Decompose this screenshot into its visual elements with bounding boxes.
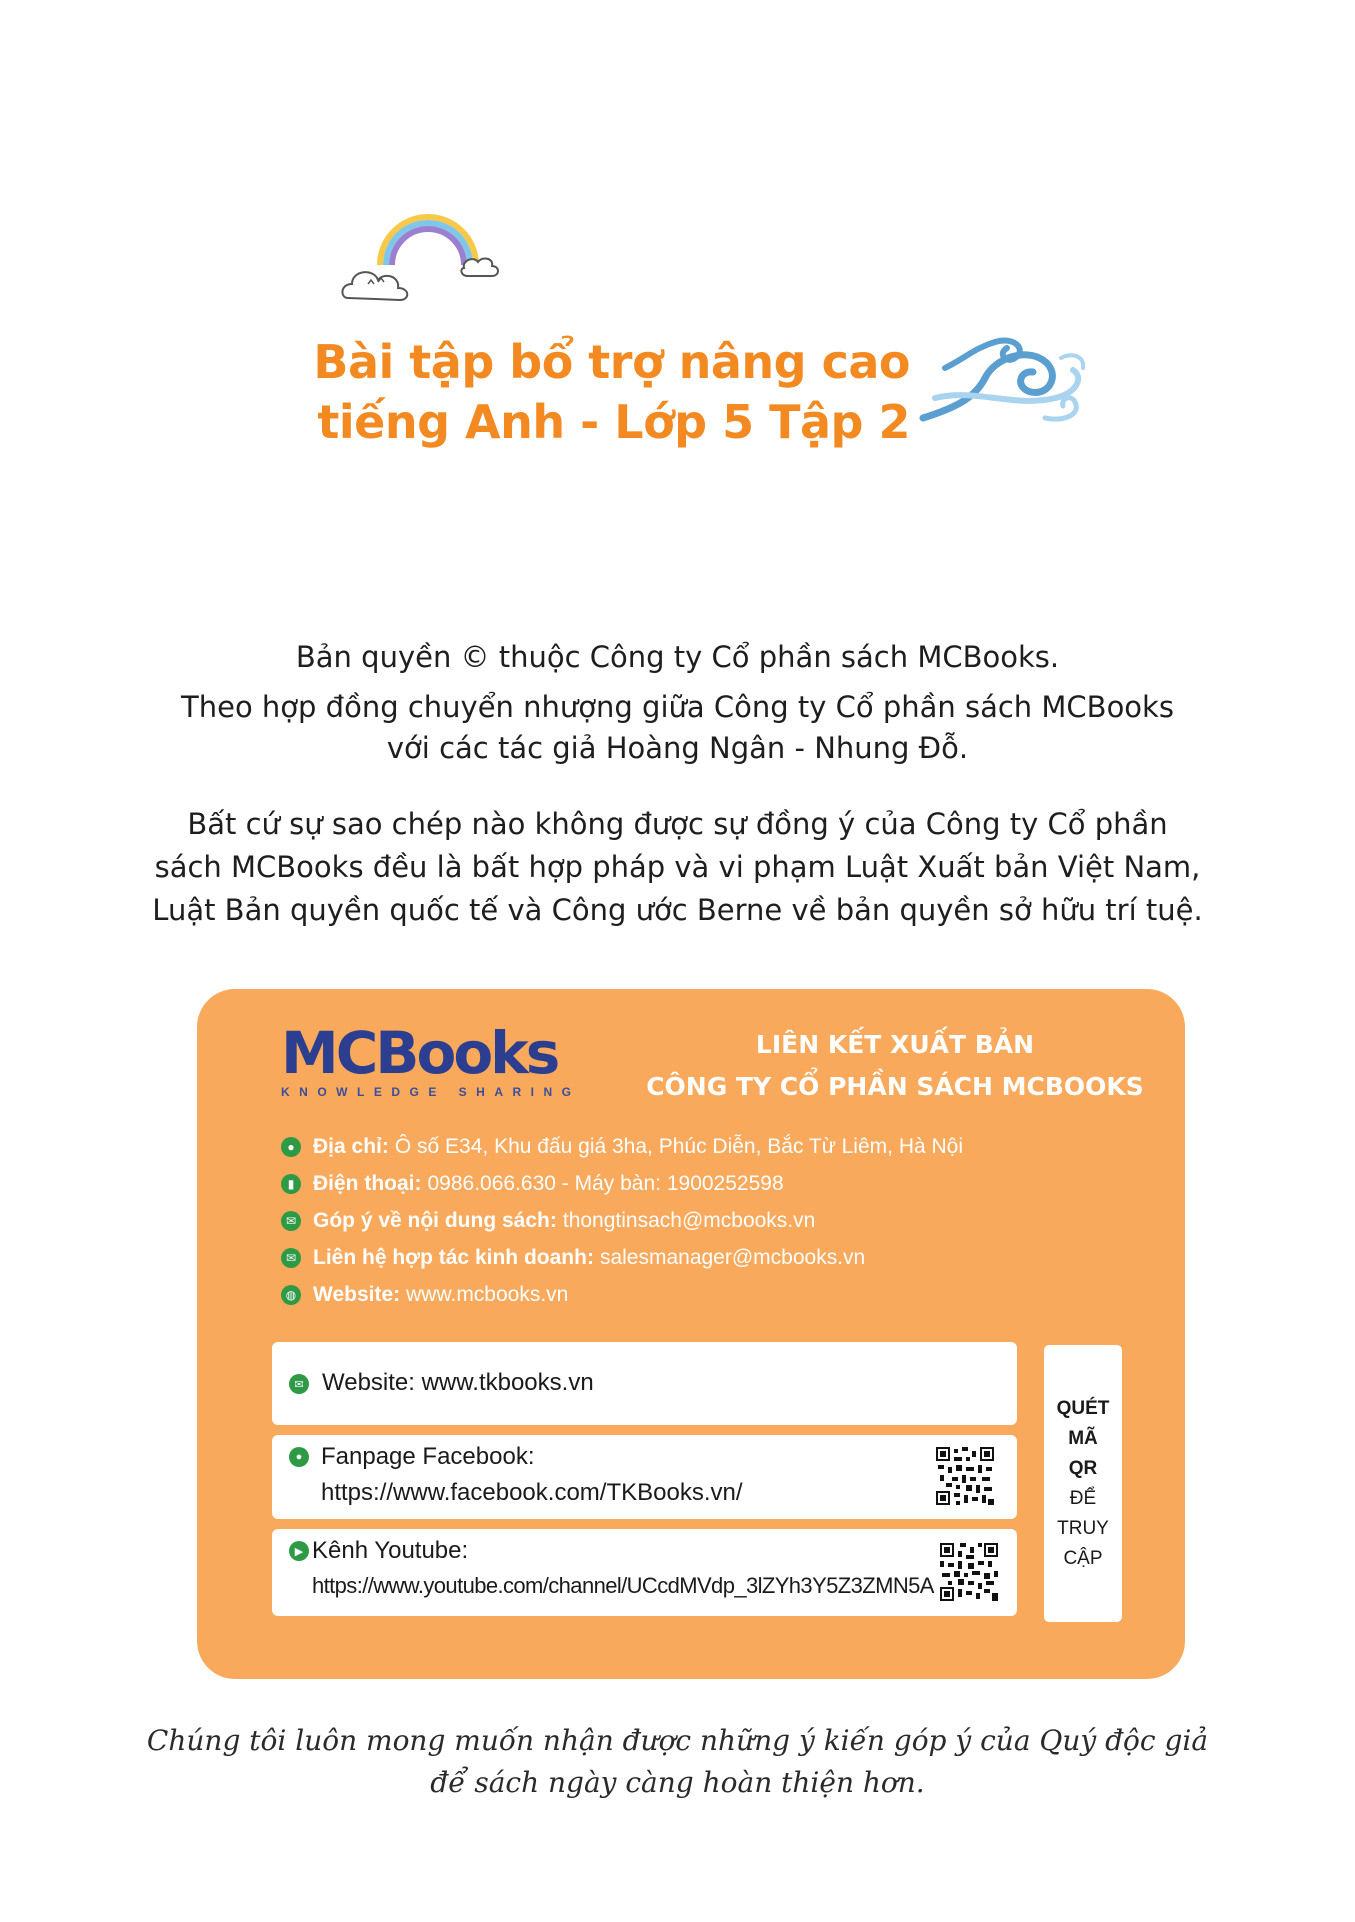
copyright-line1: Bản quyền © thuộc Công ty Cổ phần sách MCBooks. [295, 640, 1060, 674]
publisher-heading-line2: CÔNG TY CỔ PHẦN SÁCH MCBOOKS [646, 1072, 1144, 1101]
contact-value[interactable]: www.mcbooks.vn [406, 1282, 569, 1306]
globe-icon: ◍ [281, 1285, 301, 1305]
play-icon: ▶ [289, 1541, 309, 1561]
mail-icon: ✉ [281, 1211, 301, 1231]
contact-label: Website: [313, 1282, 401, 1306]
reader-note-line2: để sách ngày càng hoàn thiện hơn. [430, 1766, 925, 1799]
book-title-line1: Bài tập bổ trợ nâng cao [313, 335, 910, 389]
copyright-line3: với các tác giả Hoàng Ngân - Nhung Đỗ. [386, 731, 969, 765]
contact-label: Địa chỉ: [313, 1134, 389, 1158]
chat-icon: ● [289, 1447, 309, 1467]
copyright-line6: Luật Bản quyền quốc tế và Công ước Berne về bản quyền sở hữu trí tuệ. [152, 893, 1203, 927]
copyright-line4: Bất cứ sự sao chép nào không được sự đồng ý của Công ty Cổ phần [187, 807, 1168, 841]
phone-icon: ▮ [281, 1174, 301, 1194]
contact-label: Liên hệ hợp tác kinh doanh: [313, 1245, 594, 1269]
youtube-url[interactable]: https://www.youtube.com/channel/UCcdMVdp_3lZYh3Y5Z3ZMN5A [312, 1573, 934, 1598]
contact-feedback-email [281, 1202, 1081, 1239]
facebook-qr-code [936, 1447, 994, 1505]
contact-value[interactable]: thongtinsach@mcbooks.vn [562, 1208, 816, 1232]
scan-qr-label [1044, 1345, 1122, 1622]
reader-note-line1: Chúng tôi luôn mong muốn nhận được những ý kiến góp ý của Quý độc giả [146, 1724, 1209, 1757]
tkbooks-website-box[interactable] [272, 1342, 1017, 1425]
scan-word: QR [1068, 1457, 1098, 1479]
wind-swirl-illustration [915, 318, 1090, 428]
facebook-box[interactable] [272, 1435, 1017, 1519]
location-icon: ● [281, 1137, 301, 1157]
scan-word: ĐỂ [1069, 1487, 1097, 1509]
scan-word: TRUY [1057, 1517, 1109, 1539]
contact-label: Điện thoại: [313, 1171, 422, 1195]
mail-icon: ✉ [281, 1248, 301, 1268]
contact-address [281, 1128, 1081, 1165]
copyright-line5: sách MCBooks đều là bất hợp pháp và vi phạm Luật Xuất bản Việt Nam, [154, 850, 1201, 884]
book-title [300, 332, 910, 452]
mail-icon: ✉ [289, 1374, 309, 1394]
contact-phone [281, 1165, 1081, 1202]
facebook-label: Fanpage Facebook: [321, 1443, 535, 1470]
youtube-box[interactable] [272, 1529, 1017, 1616]
contact-website [281, 1276, 1081, 1313]
youtube-qr-code [940, 1543, 998, 1601]
mcbooks-logo [281, 1019, 581, 1101]
contact-list [281, 1128, 1081, 1313]
copyright-line2: Theo hợp đồng chuyển nhượng giữa Công ty Cổ phần sách MCBooks [181, 690, 1174, 724]
youtube-label: Kênh Youtube: [312, 1537, 469, 1564]
book-title-line2: tiếng Anh - Lớp 5 Tập 2 [317, 395, 910, 449]
publisher-heading-line1: LIÊN KẾT XUẤT BẢN [755, 1030, 1035, 1059]
facebook-url[interactable]: https://www.facebook.com/TKBooks.vn/ [321, 1479, 743, 1506]
contact-value: Ô số E34, Khu đấu giá 3ha, Phúc Diễn, Bắc Từ Liêm, Hà Nội [394, 1134, 964, 1158]
logo-tagline: KNOWLEDGE SHARING [281, 1085, 581, 1099]
scan-word: CẬP [1063, 1547, 1103, 1569]
contact-label: Góp ý về nội dung sách: [313, 1208, 557, 1232]
logo-wordmark: MCBooks [281, 1019, 558, 1087]
contact-sales-email [281, 1239, 1081, 1276]
scan-word: QUÉT [1056, 1397, 1110, 1419]
scan-word: MÃ [1068, 1427, 1098, 1449]
contact-value[interactable]: 0986.066.630 - Máy bàn: 1900252598 [427, 1171, 784, 1195]
tkbooks-website-link[interactable]: Website: www.tkbooks.vn [322, 1369, 594, 1396]
contact-value[interactable]: salesmanager@mcbooks.vn [599, 1245, 866, 1269]
rainbow-cloud-illustration [340, 210, 520, 310]
